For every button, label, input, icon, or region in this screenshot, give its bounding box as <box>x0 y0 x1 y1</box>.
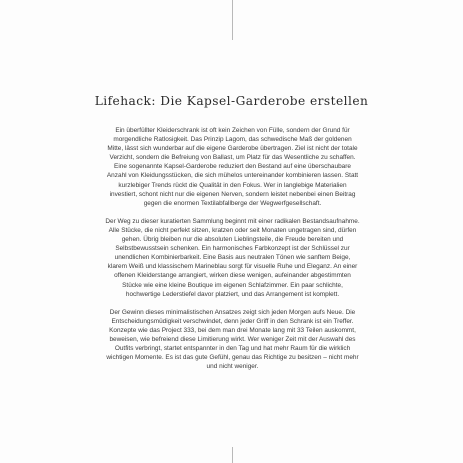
article-paragraph-3: Der Gewinn dieses minimalistischen Ansatzes zeigt sich jeden Morgen aufs Neue. Die Entscheidungsmüdigkeit verschwindet, denn jeder Griff in den Schrank ist ein Treffer. Konzepte wie das Project 333, bei dem man drei Monate lang mit 33 Teilen auskommt, beweisen, wie befreiend diese Limitierung wirkt. Wer weniger Zeit mit der Auswahl des Outfits verbringt, startet entspannter in den Tag und hat mehr Raum für die wirklich wichtigen Momente. Es ist das gute Gefühl, genau das Richtige zu besitzen – nicht mehr und nicht weniger. <box>106 308 359 371</box>
bottom-divider-line <box>232 447 233 463</box>
top-divider-line <box>232 0 233 40</box>
article-paragraph-2: Der Weg zu dieser kuratierten Sammlung beginnt mit einer radikalen Bestandsaufnahme. Alle Stücke, die nicht perfekt sitzen, kratzen oder seit Monaten ungetragen sind, dürfen gehen. Übrig bleiben nur die absoluten Lieblingsteile, die Freude bereiten und Selbstbewusstsein schenken. Ein harmonisches Farbkonzept ist der Schlüssel zur unendlichen Kombinierbarkeit. Eine Basis aus neutralen Tönen wie sanftem Beige, klarem Weiß und klassischem Marineblau sorgt für visuelle Ruhe und Eleganz. An einer offenen Kleiderstange arrangiert, wirken diese wenigen, aufeinander abgestimmten Stücke wie eine kleine Boutique im eigenen Schlafzimmer. Ein paar schlichte, hochwertige Lederstiefel davor platziert, und das Arrangement ist komplett. <box>105 217 360 298</box>
article-paragraph-1: Ein überfüllter Kleiderschrank ist oft kein Zeichen von Fülle, sondern der Grund für morgendliche Ratlosigkeit. Das Prinzip Lagom, das schwedische Maß der goldenen Mitte, lässt sich wunderbar auf die eigene Garderobe übertragen. Ziel ist nicht der totale Verzicht, sondern die Befreiung von Ballast, um Platz für das Wesentliche zu schaffen. Eine sogenannte Kapsel-Garderobe reduziert den Bestand auf eine überschaubare Anzahl von Kleidungsstücken, die sich mühelos untereinander kombinieren lassen. Statt kurzlebiger Trends rückt die Qualität in den Fokus. Wer in langlebige Materialien investiert, schont nicht nur die eigenen Nerven, sondern leistet nebenbei einen Beitrag gegen die enormen Textilabfallberge der Wegwerfgesellschaft. <box>106 127 359 207</box>
article-title: Lifehack: Die Kapsel-Garderobe erstellen <box>94 94 369 108</box>
article-body <box>105 126 360 371</box>
